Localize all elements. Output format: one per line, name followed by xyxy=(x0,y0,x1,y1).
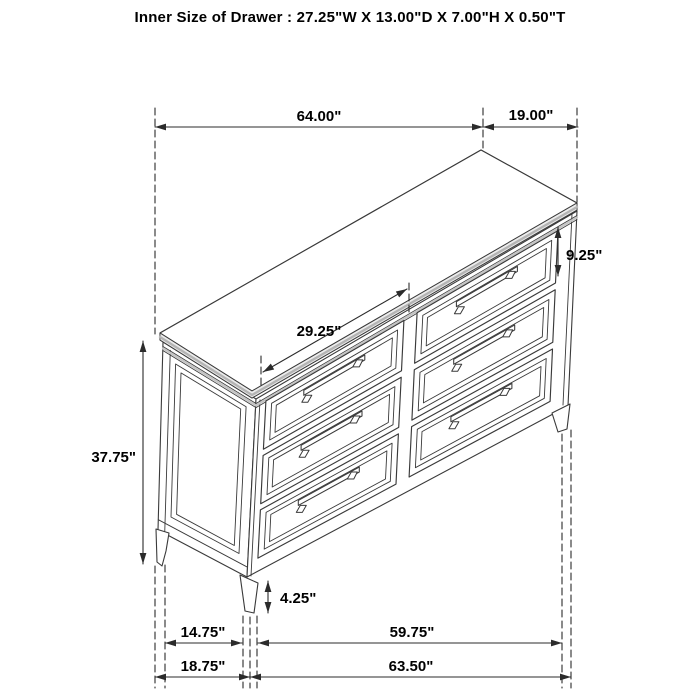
dim-label-drawer-height: 9.25" xyxy=(566,247,603,264)
dim-label-leg-height: 4.25" xyxy=(280,590,317,607)
dim-label-bottom-right-outer: 63.50" xyxy=(388,658,434,675)
diagram-title: Inner Size of Drawer : 27.25"W X 13.00"D X 7.00"H X 0.50"T xyxy=(134,9,566,26)
dresser-line-art xyxy=(156,150,577,613)
dim-label-bottom-left-outer: 18.75" xyxy=(180,658,226,675)
dim-label-top-depth: 19.00" xyxy=(508,107,554,124)
dim-label-top-width: 64.00" xyxy=(296,108,342,125)
dim-label-drawer-width: 29.25" xyxy=(296,323,342,340)
dim-label-bottom-left-inner: 14.75" xyxy=(180,624,226,641)
dim-label-bottom-right-inner: 59.75" xyxy=(389,624,435,641)
dim-label-overall-height: 37.75" xyxy=(91,449,136,466)
